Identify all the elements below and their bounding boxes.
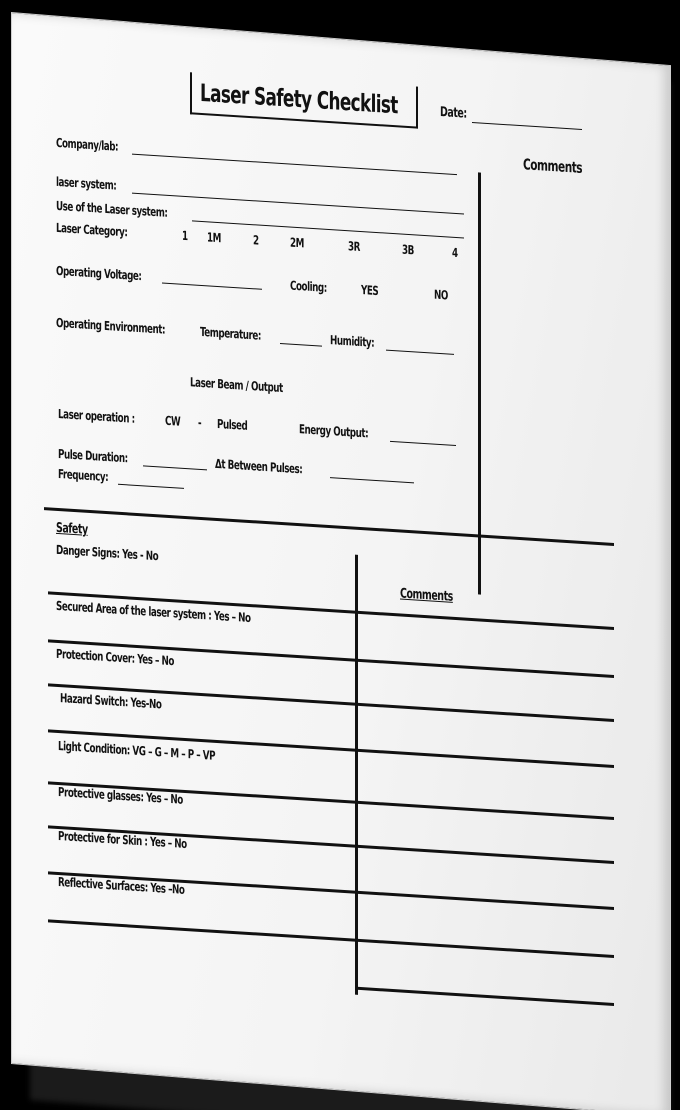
safety-row-rule — [48, 919, 614, 958]
humidity-label: Humidity: — [330, 332, 375, 350]
date-field[interactable] — [472, 122, 582, 130]
date-label: Date: — [440, 104, 467, 122]
operation-label: Laser operation : — [58, 405, 135, 426]
cooling-no-option[interactable]: NO — [434, 286, 448, 303]
pulse-duration-label: Pulse Duration: — [58, 445, 128, 466]
safety-divider — [355, 555, 358, 995]
section-divider — [44, 507, 614, 546]
frequency-label: Frequency: — [58, 465, 109, 485]
pulse-duration-field[interactable] — [143, 465, 207, 470]
safety-item-light-condition[interactable]: Light Condition: VG – G – M – P – VP — [58, 737, 216, 763]
operation-separator: - — [198, 414, 202, 430]
safety-row-rule — [355, 987, 614, 1006]
voltage-label: Operating Voltage: — [56, 262, 142, 284]
category-label: Laser Category: — [56, 219, 128, 240]
environment-label: Operating Environment: — [56, 314, 166, 337]
category-option-3b[interactable]: 3B — [402, 241, 414, 258]
safety-comments-heading: Comments — [400, 585, 453, 605]
temperature-field[interactable] — [280, 343, 322, 347]
safety-item-protective-glasses[interactable]: Protective glasses: Yes – No — [58, 783, 183, 807]
upper-divider — [478, 172, 481, 594]
category-option-4[interactable]: 4 — [452, 244, 458, 261]
category-option-2[interactable]: 2 — [253, 232, 259, 248]
category-option-1[interactable]: 1 — [182, 227, 188, 244]
beam-output-heading: Laser Beam / Output — [190, 374, 283, 396]
between-pulses-label: Δt Between Pulses: — [215, 455, 303, 477]
cooling-yes-option[interactable]: YES — [361, 282, 379, 299]
category-option-1m[interactable]: 1M — [207, 229, 221, 246]
energy-output-label: Energy Output: — [299, 421, 369, 441]
frequency-field[interactable] — [118, 484, 184, 489]
safety-item-skin-protection[interactable]: Protective for Skin : Yes – No — [58, 827, 187, 852]
safety-item-protection-cover[interactable]: Protection Cover: Yes – No — [56, 645, 174, 669]
operation-pulsed-option[interactable]: Pulsed — [217, 415, 248, 433]
category-option-3r[interactable]: 3R — [348, 238, 360, 254]
energy-output-field[interactable] — [390, 441, 456, 446]
comments-heading: Comments — [523, 155, 583, 177]
safety-item-reflective-surfaces[interactable]: Reflective Surfaces: Yes –No — [58, 873, 185, 897]
cooling-label: Cooling: — [290, 277, 327, 295]
laser-system-label: laser system: — [56, 173, 117, 193]
safety-item-secured-area[interactable]: Secured Area of the laser system : Yes – No — [56, 597, 251, 626]
page-title: Laser Safety Checklist — [200, 78, 398, 120]
use-label: Use of the Laser system: — [56, 197, 168, 220]
voltage-field[interactable] — [162, 283, 262, 290]
company-field[interactable] — [132, 154, 457, 175]
checklist-sheet — [11, 12, 671, 1110]
operation-cw-option[interactable]: CW — [165, 412, 181, 429]
use-field[interactable] — [192, 220, 464, 238]
safety-item-hazard-switch[interactable]: Hazard Switch: Yes-No — [60, 690, 162, 712]
category-option-2m[interactable]: 2M — [290, 234, 304, 251]
laser-system-field[interactable] — [132, 193, 464, 215]
checklist-form — [12, 13, 670, 1104]
humidity-field[interactable] — [386, 350, 454, 355]
between-pulses-field[interactable] — [330, 477, 414, 483]
safety-item-danger-signs[interactable]: Danger Signs: Yes - No — [56, 541, 159, 564]
safety-heading: Safety — [56, 519, 88, 538]
company-label: Company/lab: — [56, 134, 119, 154]
temperature-label: Temperature: — [200, 323, 261, 343]
